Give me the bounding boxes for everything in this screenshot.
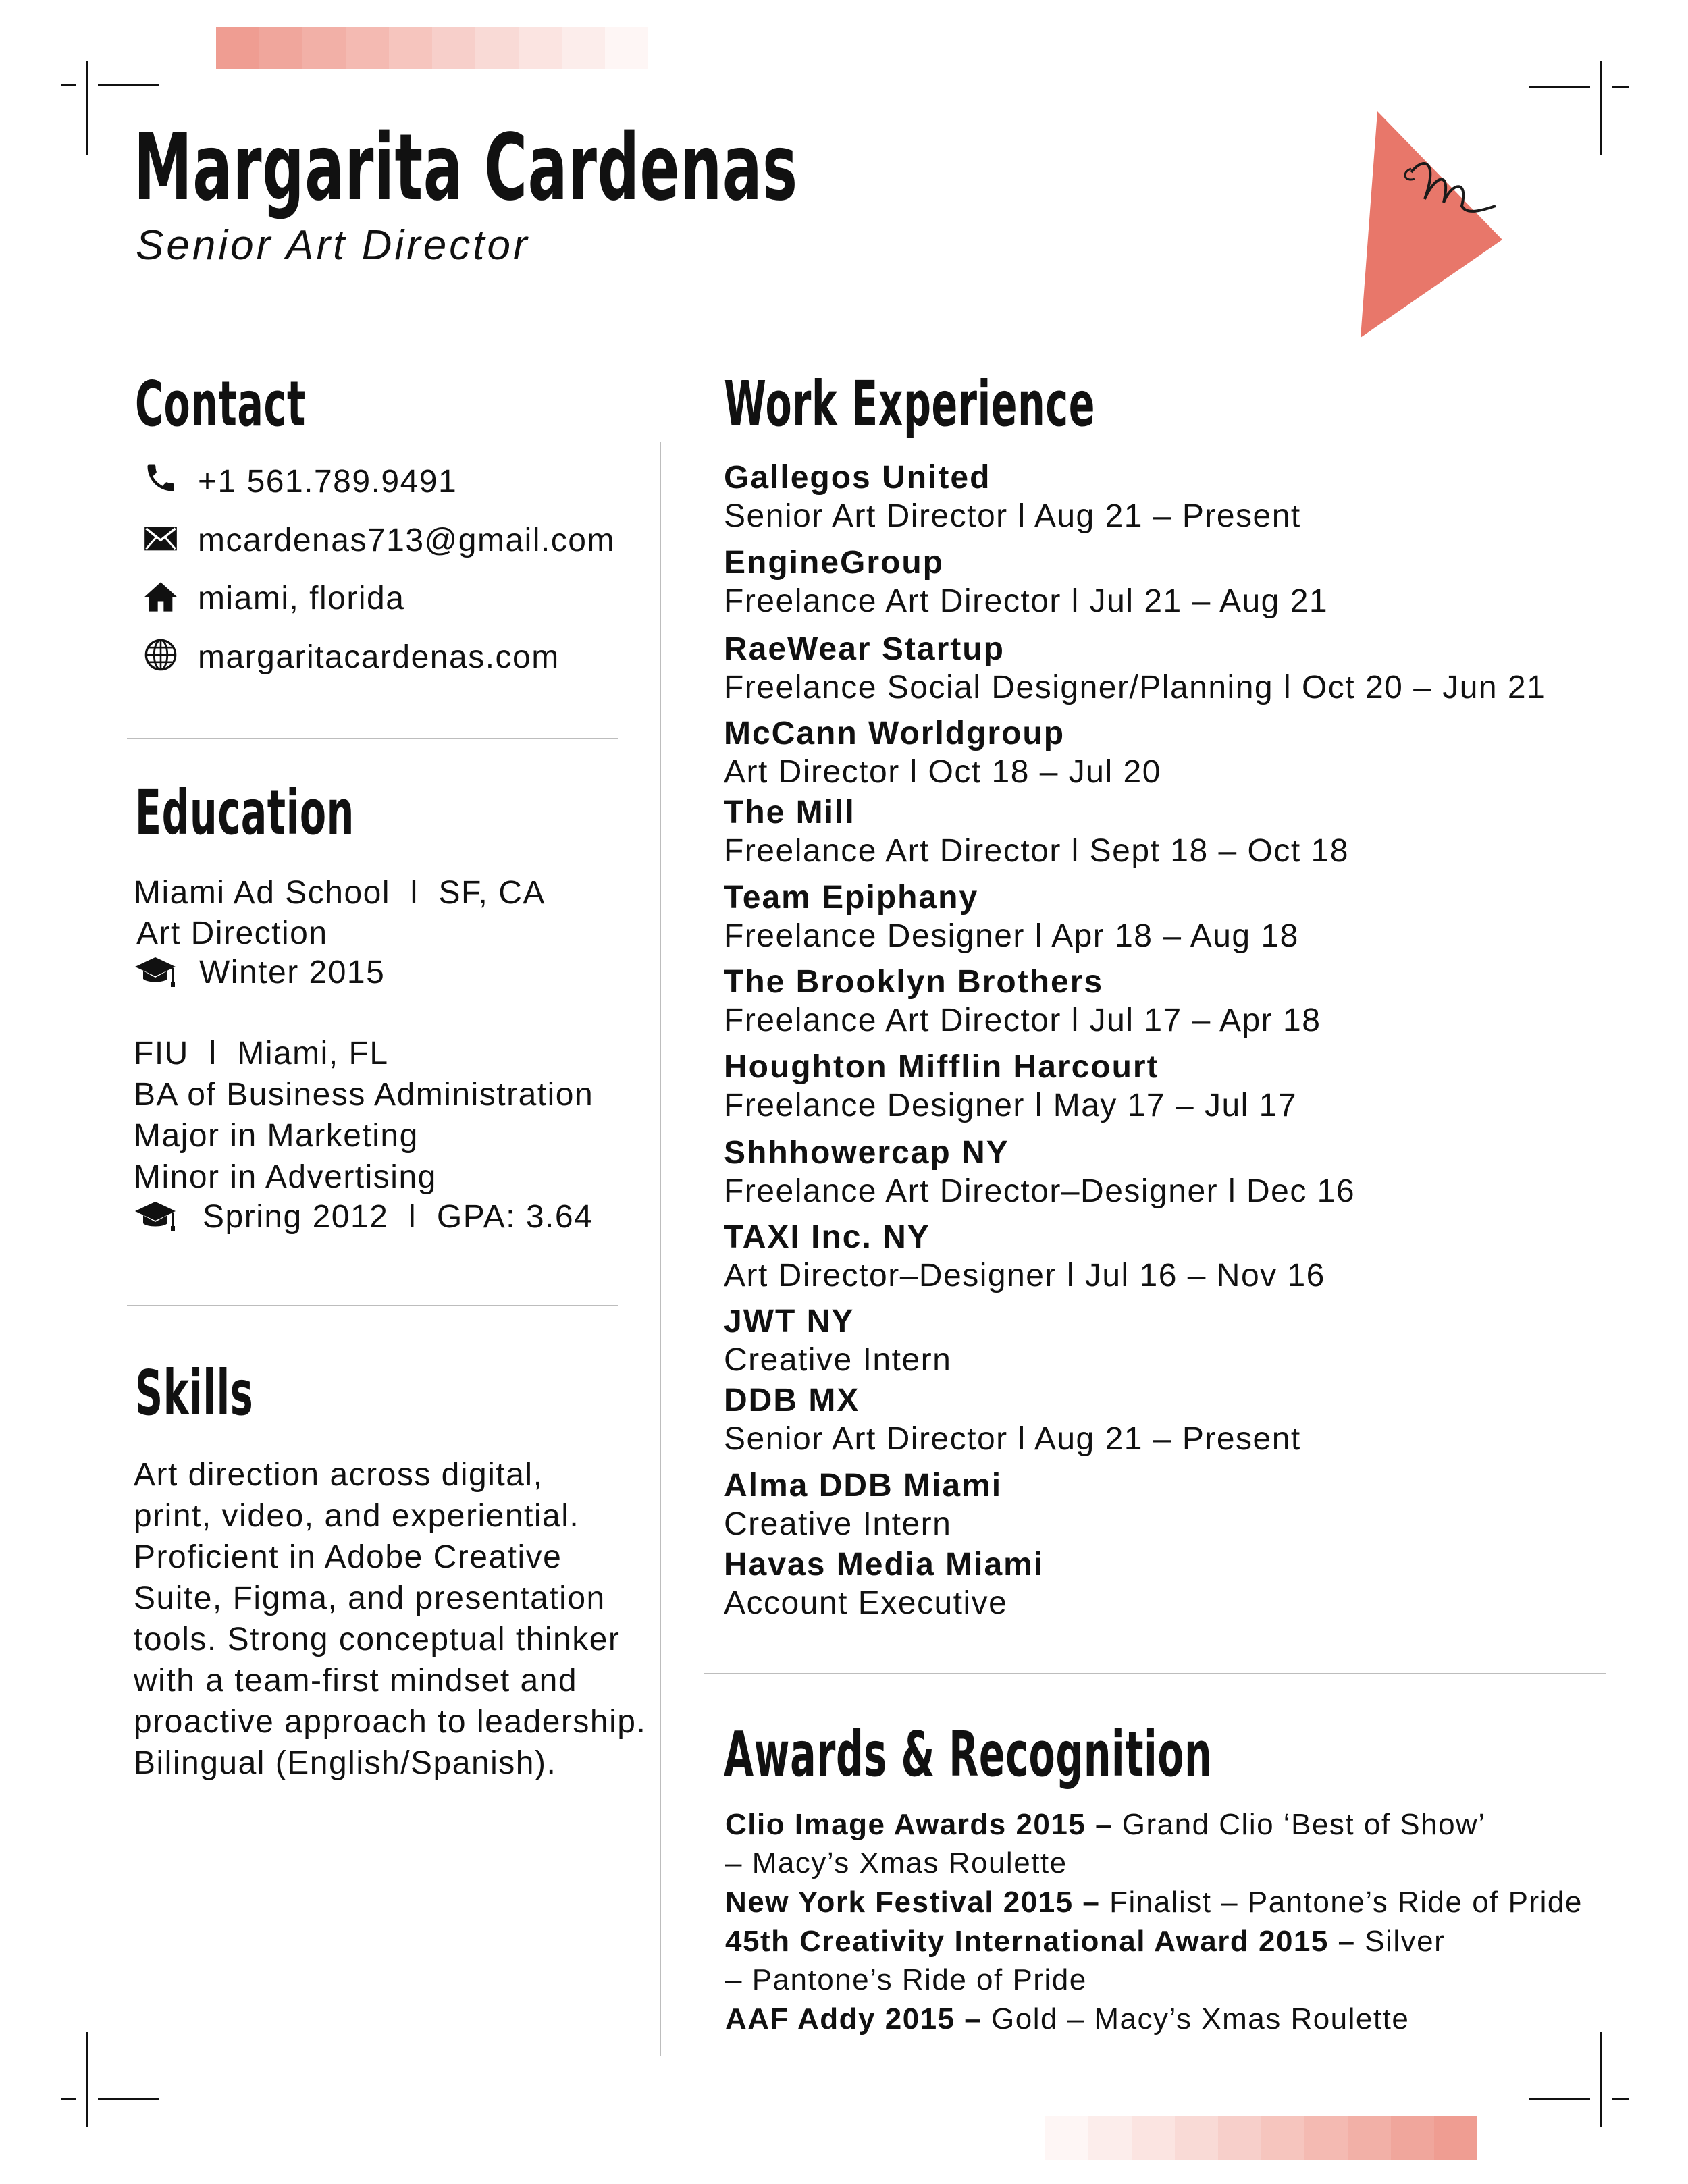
- website-text: margaritacardenas.com: [198, 639, 560, 675]
- job-entry: [724, 1303, 951, 1379]
- school-name: FIU l Miami, FL: [134, 1036, 389, 1071]
- award-entry: [725, 1808, 1486, 1842]
- envelope-icon: [143, 521, 178, 556]
- bottom-color-bar: [1045, 2116, 1477, 2160]
- job-company: The Mill: [724, 795, 855, 830]
- degree-line: Art Direction: [136, 915, 328, 951]
- contact-heading: Contact: [135, 368, 306, 440]
- job-role: Account Executive: [724, 1585, 1008, 1621]
- award-name: AAF Addy 2015 –: [725, 2002, 982, 2035]
- email-text: mcardenas713@gmail.com: [198, 523, 615, 558]
- degree-line: Major in Marketing: [134, 1118, 419, 1154]
- job-company: Team Epiphany: [724, 880, 979, 915]
- job-company: DDB MX: [724, 1383, 860, 1418]
- job-company: The Brooklyn Brothers: [724, 964, 1104, 1000]
- job-entry: [724, 794, 1349, 870]
- job-entry: [724, 1467, 1002, 1543]
- section-divider: [127, 1305, 618, 1306]
- skills-line: proactive approach to leadership.: [134, 1704, 647, 1740]
- job-role: Freelance Social Designer/Planning l Oct 20 – Jun 21: [724, 670, 1546, 705]
- job-entry: [724, 1219, 1325, 1294]
- skills-heading: Skills: [135, 1357, 254, 1429]
- job-company: Houghton Mifflin Harcourt: [724, 1049, 1159, 1085]
- awards-heading: Awards & Recognition: [724, 1718, 1213, 1790]
- degree-line: Minor in Advertising: [134, 1159, 437, 1195]
- award-entry: [725, 2002, 1409, 2036]
- award-name: New York Festival 2015 –: [725, 1886, 1101, 1919]
- job-role: Senior Art Director l Aug 21 – Present: [724, 498, 1301, 534]
- skills-line: Suite, Figma, and presentation: [134, 1580, 606, 1616]
- job-role: Art Director–Designer l Jul 16 – Nov 16: [724, 1258, 1325, 1294]
- phone-text: +1 561.789.9491: [198, 464, 458, 500]
- graduation-cap-icon: [134, 1199, 178, 1234]
- job-role: Freelance Art Director–Designer l Dec 16: [724, 1173, 1356, 1209]
- job-company: EngineGroup: [724, 545, 944, 581]
- column-divider: [660, 442, 661, 2056]
- skills-line: tools. Strong conceptual thinker: [134, 1622, 621, 1657]
- person-name: Margarita Cardenas: [134, 115, 798, 221]
- job-entry: [724, 1134, 1355, 1210]
- job-company: JWT NY: [724, 1304, 855, 1339]
- job-role: Art Director l Oct 18 – Jul 20: [724, 754, 1161, 790]
- home-icon: [143, 579, 178, 614]
- skills-line: print, video, and experiential.: [134, 1498, 580, 1534]
- job-entry: [724, 544, 1328, 620]
- graduation-date: Winter 2015: [199, 955, 386, 990]
- job-company: McCann Worldgroup: [724, 716, 1065, 751]
- job-company: Gallegos United: [724, 460, 991, 496]
- job-entry: [724, 1382, 1301, 1458]
- job-role: Freelance Designer l May 17 – Jul 17: [724, 1088, 1298, 1123]
- section-divider: [704, 1673, 1606, 1674]
- phone-icon: [143, 460, 178, 496]
- job-entry: [724, 963, 1321, 1039]
- job-entry: [724, 459, 1301, 535]
- job-role: Freelance Designer l Apr 18 – Aug 18: [724, 918, 1299, 954]
- award-entry: [725, 1886, 1583, 1919]
- job-entry: [724, 879, 1299, 955]
- job-entry: [724, 715, 1161, 791]
- work-heading: Work Experience: [724, 368, 1096, 440]
- degree-line: BA of Business Administration: [134, 1077, 594, 1113]
- job-entry: [724, 631, 1546, 706]
- award-detail: Gold – Macy’s Xmas Roulette: [982, 2002, 1410, 2035]
- job-company: Alma DDB Miami: [724, 1468, 1003, 1503]
- job-role: Senior Art Director l Aug 21 – Present: [724, 1421, 1301, 1457]
- location-text: miami, florida: [198, 581, 405, 616]
- job-company: RaeWear Startup: [724, 631, 1005, 667]
- job-company: Shhhowercap NY: [724, 1135, 1009, 1171]
- education-heading: Education: [135, 776, 354, 849]
- award-entry: [725, 1925, 1445, 1959]
- award-detail: Silver: [1355, 1925, 1446, 1958]
- job-role: Freelance Art Director l Jul 17 – Apr 18: [724, 1003, 1321, 1038]
- skills-line: Proficient in Adobe Creative: [134, 1539, 562, 1575]
- job-role: Freelance Art Director l Sept 18 – Oct 18: [724, 833, 1349, 869]
- job-company: Havas Media Miami: [724, 1547, 1045, 1582]
- award-detail: Grand Clio ‘Best of Show’: [1113, 1808, 1486, 1841]
- skills-line: with a team-first mindset and: [134, 1663, 578, 1699]
- job-role: Creative Intern: [724, 1506, 952, 1542]
- globe-icon: [143, 637, 178, 672]
- school-name: Miami Ad School l SF, CA: [134, 875, 546, 911]
- job-role: Creative Intern: [724, 1342, 952, 1378]
- monogram-logo: [1350, 108, 1512, 344]
- skills-line: Art direction across digital,: [134, 1457, 544, 1493]
- skills-line: Bilingual (English/Spanish).: [134, 1745, 557, 1781]
- job-title: Senior Art Director: [136, 222, 530, 269]
- award-name: 45th Creativity International Award 2015 –: [725, 1925, 1356, 1958]
- job-role: Freelance Art Director l Jul 21 – Aug 21: [724, 583, 1329, 619]
- section-divider: [127, 738, 618, 739]
- award-continuation: – Macy’s Xmas Roulette: [725, 1846, 1067, 1880]
- award-continuation: – Pantone’s Ride of Pride: [725, 1963, 1087, 1996]
- job-entry: [724, 1048, 1297, 1124]
- job-entry: [724, 1546, 1044, 1622]
- award-detail: Finalist – Pantone’s Ride of Pride: [1100, 1886, 1583, 1919]
- top-color-bar: [216, 27, 648, 69]
- job-company: TAXI Inc. NY: [724, 1219, 930, 1255]
- skills-text: [134, 1456, 646, 1786]
- graduation-date: Spring 2012 l GPA: 3.64: [203, 1199, 594, 1235]
- graduation-cap-icon: [134, 955, 178, 990]
- award-name: Clio Image Awards 2015 –: [725, 1808, 1113, 1841]
